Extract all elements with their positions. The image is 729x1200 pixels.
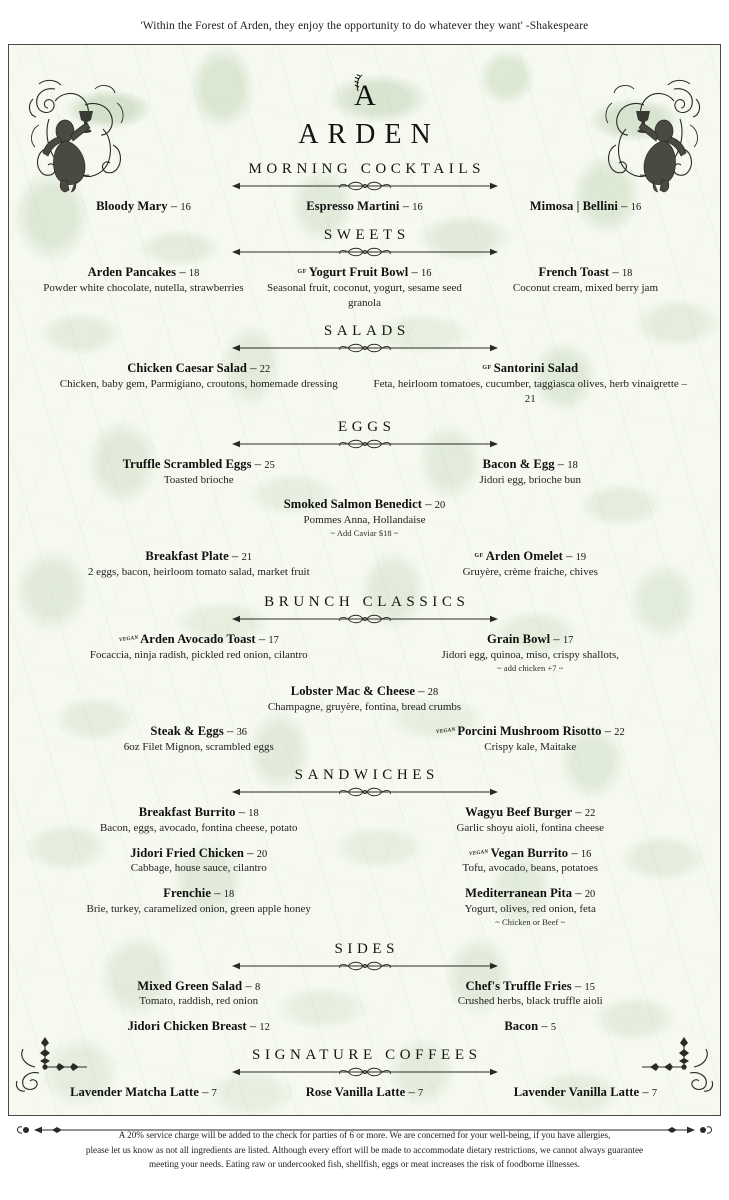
menu-item-price: 16 <box>580 848 592 860</box>
menu-item-description: Gruyère, crème fraiche, chives <box>462 566 598 579</box>
menu-item-description: 2 eggs, bacon, heirloom tomato salad, market fruit <box>87 566 310 579</box>
menu-item-name: Mimosa | Bellini – 16 <box>529 198 642 213</box>
menu-item-description: Chicken, baby gem, Parmigiano, croutons, homemade dressing <box>59 377 338 390</box>
menu-item-price: 22 <box>584 808 596 820</box>
section-title: SANDWICHES <box>294 767 439 784</box>
menu-item-name: Jidori Fried Chicken – 20 <box>130 845 268 860</box>
section-title: SWEETS <box>323 226 410 243</box>
section-title: MORNING COCKTAILS <box>248 160 486 177</box>
menu-item[interactable] <box>33 723 365 755</box>
menu-item-description: Coconut cream, mixed berry jam <box>512 281 658 294</box>
menu-item-description: Seasonal fruit, coconut, yogurt, sesame seed granola <box>267 281 462 309</box>
menu-item-price: 20 <box>434 500 446 512</box>
menu-item-price: 5 <box>550 1021 557 1033</box>
menu-item-description: Cabbage, house sauce, cilantro <box>130 862 267 875</box>
footer-line-1: A 20% service charge will be added to the check for parties of 6 or more. We are concerned for your well-being, if you have allergies, <box>118 1130 611 1140</box>
menu-section <box>33 323 696 407</box>
menu-item-name: VEGAN Arden Avocado Toast – 17 <box>118 632 279 647</box>
menu-item-price: 18 <box>621 267 633 279</box>
menu-section <box>33 161 696 215</box>
menu-row <box>33 456 696 488</box>
menu-item[interactable] <box>33 1018 365 1035</box>
menu-item-name: Grain Bowl – 17 <box>487 632 574 647</box>
menu-item-price: 17 <box>562 635 574 647</box>
menu-item-name: Smoked Salmon Benedict – 20 <box>283 497 446 512</box>
menu-item-name: Lavender Matcha Latte – 7 <box>70 1084 217 1099</box>
footer-disclaimer <box>0 1128 729 1172</box>
menu-item-description: Powder white chocolate, nutella, strawberries <box>43 281 244 294</box>
menu-item-price: 16 <box>180 201 191 213</box>
section-title: BRUNCH CLASSICS <box>264 594 470 611</box>
menu-item-price: 12 <box>259 1021 270 1033</box>
menu-item[interactable] <box>33 683 696 715</box>
menu-item-name: Bacon & Egg – 18 <box>482 457 578 472</box>
menu-section <box>33 767 696 928</box>
section-divider-icon <box>230 786 500 798</box>
menu-item-description: Crispy kale, Maitake <box>484 741 577 754</box>
menu-item-name: Steak & Eggs – 36 <box>150 724 248 739</box>
menu-item-name: Arden Pancakes – 18 <box>87 264 200 279</box>
vegan-badge: VEGAN <box>468 848 489 857</box>
menu-item-description: Feta, heirloom tomatoes, cucumber, taggiasca olives, herb vinaigrette – 21 <box>373 377 688 406</box>
menu-item-name: Breakfast Burrito – 18 <box>138 805 259 820</box>
menu-item-price: 8 <box>254 981 261 993</box>
menu-item-price: 21 <box>241 552 253 564</box>
menu-item[interactable] <box>33 264 254 311</box>
menu-item-name: Breakfast Plate – 21 <box>145 549 253 564</box>
menu-item[interactable] <box>33 631 365 675</box>
menu-section <box>33 1047 696 1101</box>
menu-item[interactable] <box>33 804 365 836</box>
menu-item-price: 18 <box>188 267 200 279</box>
menu-item-description: Champagne, gruyère, fontina, bread crumbs <box>267 701 462 714</box>
menu-item-description: Brie, turkey, caramelized onion, green apple honey <box>86 902 311 915</box>
menu-item-name: Mixed Green Salad – 8 <box>137 978 261 993</box>
menu-item-description: Jidori egg, quinoa, miso, crispy shallots, <box>441 649 619 662</box>
menu-item-name: Jidori Chicken Breast – 12 <box>127 1018 270 1033</box>
menu-item-description: Toasted brioche <box>163 474 234 487</box>
menu-item-name: Lavender Vanilla Latte – 7 <box>513 1084 658 1099</box>
menu-item-description: Crushed herbs, black truffle aioli <box>457 995 603 1008</box>
section-title: SALADS <box>323 323 410 340</box>
menu-item[interactable] <box>365 631 697 675</box>
menu-item-price: 20 <box>256 848 268 860</box>
section-title: SIGNATURE COFFEES <box>252 1046 482 1063</box>
menu-item[interactable] <box>365 360 697 407</box>
menu-item-name: VEGAN Porcini Mushroom Risotto – 22 <box>435 724 625 739</box>
menu-item-name: Chicken Caesar Salad – 22 <box>127 361 271 376</box>
section-title: SIDES <box>334 940 400 957</box>
brand-logo <box>33 45 696 151</box>
header-quote: 'Within the Forest of Arden, they enjoy the opportunity to do whatever they want' -Shakespeare <box>140 20 589 32</box>
menu-item-name: GF Yogurt Fruit Bowl – 16 <box>297 264 432 279</box>
section-divider-icon <box>230 613 500 625</box>
menu-item-name: Bloody Mary – 16 <box>96 198 191 213</box>
menu-item-description: Focaccia, ninja radish, pickled red onion, cilantro <box>89 649 308 662</box>
corner-flourish-bottom-left-icon <box>15 1037 89 1093</box>
menu-item-price: 18 <box>567 460 578 472</box>
menu-row <box>33 683 696 715</box>
footer-line-2: please let us know as not all ingredients are listed. Although every effort will be made to accommodate dietary restrictions, we cannot always guarantee <box>85 1144 644 1155</box>
menu-item[interactable] <box>33 885 365 929</box>
menu-card <box>8 44 721 1116</box>
section-divider-icon <box>230 342 500 354</box>
menu-item-price: 22 <box>614 727 625 739</box>
gluten-free-badge: GF <box>482 365 492 372</box>
menu-item-price: 16 <box>421 267 432 279</box>
menu-item[interactable] <box>33 496 696 540</box>
menu-item-price: 18 <box>248 808 259 820</box>
menu-item-description: Yogurt, olives, red onion, feta <box>464 902 596 915</box>
brand-name: ARDEN <box>298 119 440 150</box>
section-divider-icon <box>230 246 500 258</box>
menu-row <box>33 885 696 929</box>
menu-item-note: ~ add chicken +7 ~ <box>497 664 564 674</box>
menu-item[interactable] <box>365 804 697 836</box>
menu-item-name: GF Santorini Salad <box>482 361 579 376</box>
menu-item-description: 6oz Filet Mignon, scrambled eggs <box>123 741 274 754</box>
menu-item[interactable] <box>254 264 475 311</box>
menu-row <box>33 360 696 407</box>
menu-item[interactable] <box>365 548 697 580</box>
menu-item-description: Jidori egg, brioche bun <box>479 474 581 487</box>
menu-row <box>33 1084 696 1101</box>
vegan-badge: VEGAN <box>435 727 456 736</box>
menu-item[interactable] <box>365 456 697 488</box>
menu-item-name: Bacon – 5 <box>504 1018 557 1033</box>
menu-item-price: 19 <box>575 552 587 564</box>
menu-item[interactable] <box>33 198 254 215</box>
menu-item[interactable] <box>365 1018 697 1035</box>
menu-item[interactable] <box>254 198 475 215</box>
footer-line-3: meeting your needs. Eating raw or undercooked fish, shellfish, eggs or meat increases the risk of foodborne illnesses. <box>149 1159 580 1170</box>
menu-item-price: 22 <box>259 364 271 376</box>
menu-item[interactable] <box>365 723 697 755</box>
menu-item-price: 16 <box>412 201 423 213</box>
gluten-free-badge: GF <box>297 268 307 275</box>
section-divider-icon <box>230 1066 500 1078</box>
menu-item[interactable] <box>33 360 365 407</box>
menu-item-price: 17 <box>268 635 279 647</box>
menu-item-price: 7 <box>651 1087 658 1099</box>
menu-sections <box>33 161 696 1101</box>
menu-item-description: Tofu, avocado, beans, potatoes <box>462 862 598 875</box>
menu-item[interactable] <box>365 845 697 877</box>
menu-row <box>33 845 696 877</box>
menu-item-description: Bacon, eggs, avocado, fontina cheese, potato <box>99 822 298 835</box>
menu-item-name: Chef's Truffle Fries – 15 <box>465 978 595 993</box>
section-divider-icon <box>230 180 500 192</box>
menu-row <box>33 496 696 540</box>
menu-item-price: 20 <box>584 888 596 900</box>
menu-item-price: 7 <box>418 1087 424 1099</box>
menu-item-name: Rose Vanilla Latte – 7 <box>305 1084 424 1099</box>
menu-item-price: 15 <box>584 981 595 993</box>
menu-item[interactable] <box>365 978 697 1010</box>
section-divider-icon <box>230 960 500 972</box>
menu-row <box>33 631 696 675</box>
menu-row <box>33 264 696 311</box>
menu-item-price: 7 <box>211 1087 217 1099</box>
corner-flourish-bottom-right-icon <box>640 1037 714 1093</box>
menu-section <box>33 941 696 1035</box>
menu-item-price: 18 <box>223 888 235 900</box>
menu-row <box>33 804 696 836</box>
arden-a-sprig-logo-icon <box>33 71 696 118</box>
menu-item-name: Wagyu Beef Burger – 22 <box>465 805 596 820</box>
menu-item-name: Truffle Scrambled Eggs – 25 <box>122 457 275 472</box>
menu-item-price: 28 <box>427 687 439 699</box>
menu-item[interactable] <box>254 1084 475 1101</box>
menu-row <box>33 548 696 580</box>
menu-item-note: ~ Chicken or Beef ~ <box>495 917 566 927</box>
menu-item-description: Tomato, raddish, red onion <box>139 995 259 1008</box>
menu-section <box>33 419 696 580</box>
menu-item-price: 16 <box>630 201 642 213</box>
gluten-free-badge: GF <box>474 553 484 560</box>
menu-item[interactable] <box>33 978 365 1010</box>
menu-item-name: Lobster Mac & Cheese – 28 <box>290 684 439 699</box>
menu-row <box>33 1018 696 1035</box>
menu-content <box>9 45 720 1115</box>
menu-row <box>33 198 696 215</box>
menu-row <box>33 978 696 1010</box>
menu-item[interactable] <box>365 885 697 929</box>
menu-item[interactable] <box>33 845 365 877</box>
menu-section <box>33 227 696 311</box>
vegan-badge: VEGAN <box>118 635 139 644</box>
section-title: EGGS <box>338 419 396 436</box>
menu-item-note: ~ Add Caviar $18 ~ <box>330 529 399 539</box>
menu-item-name: French Toast – 18 <box>538 264 633 279</box>
menu-item-name: Espresso Martini – 16 <box>306 198 423 213</box>
menu-item-name: VEGAN Vegan Burrito – 16 <box>468 845 592 860</box>
menu-item-name: Mediterranean Pita – 20 <box>465 885 596 900</box>
menu-section <box>33 594 696 755</box>
menu-item-price: 36 <box>236 727 248 739</box>
menu-item-name: GF Arden Omelet – 19 <box>474 549 587 564</box>
section-divider-icon <box>230 438 500 450</box>
svg-text:A: A <box>353 79 376 112</box>
menu-item[interactable] <box>475 198 696 215</box>
menu-row <box>33 723 696 755</box>
menu-item[interactable] <box>33 456 365 488</box>
menu-item-price: 25 <box>264 460 275 472</box>
menu-item-description: Garlic shoyu aioli, fontina cheese <box>456 822 605 835</box>
menu-item-description: Pommes Anna, Hollandaise <box>303 514 426 527</box>
menu-item[interactable] <box>475 264 696 311</box>
menu-item[interactable] <box>33 548 365 580</box>
menu-item-name: Frenchie – 18 <box>163 885 235 900</box>
